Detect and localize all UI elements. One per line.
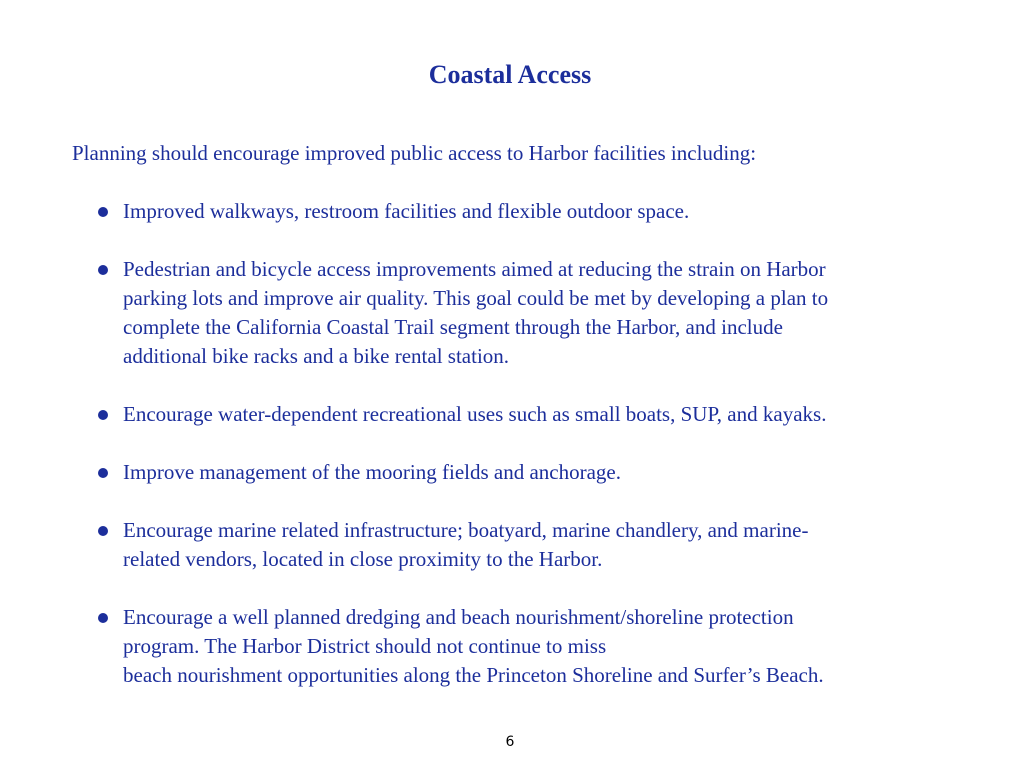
bullet-line: Encourage water-dependent recreational uses such as small boats, SUP, and kayaks. — [123, 402, 827, 426]
bullet-dot-icon — [98, 410, 108, 420]
list-item — [96, 458, 956, 487]
bullet-list — [96, 197, 956, 719]
bullet-line: parking lots and improve air quality. This goal could be met by developing a plan to — [123, 286, 829, 310]
bullet-line: program. The Harbor District should not continue to miss — [123, 634, 607, 658]
bullet-dot-icon — [98, 468, 108, 478]
bullet-line: beach nourishment opportunities along the Princeton Shoreline and Surfer’s Beach. — [123, 663, 824, 687]
page-number: 6 — [505, 734, 515, 750]
bullet-line: Encourage a well planned dredging and beach nourishment/shoreline protection — [123, 605, 794, 629]
bullet-dot-icon — [98, 613, 108, 623]
list-item — [96, 255, 956, 371]
bullet-line: complete the California Coastal Trail segment through the Harbor, and include — [123, 315, 783, 339]
bullet-line: Improved walkways, restroom facilities and flexible outdoor space. — [123, 199, 690, 223]
bullet-line: Encourage marine related infrastructure; boatyard, marine chandlery, and marine- — [123, 518, 809, 542]
list-item — [96, 197, 956, 226]
intro-paragraph: Planning should encourage improved public access to Harbor facilities including: — [72, 141, 757, 165]
bullet-line: related vendors, located in close proximity to the Harbor. — [123, 547, 603, 571]
bullet-line: Improve management of the mooring fields and anchorage. — [123, 460, 621, 484]
list-item — [96, 516, 956, 574]
bullet-dot-icon — [98, 265, 108, 275]
slide-title: Coastal Access — [428, 60, 592, 89]
bullet-line: Pedestrian and bicycle access improvements aimed at reducing the strain on Harbor — [123, 257, 826, 281]
bullet-dot-icon — [98, 207, 108, 217]
list-item — [96, 400, 956, 429]
bullet-dot-icon — [98, 526, 108, 536]
bullet-line: additional bike racks and a bike rental station. — [123, 344, 510, 368]
list-item — [96, 603, 956, 690]
